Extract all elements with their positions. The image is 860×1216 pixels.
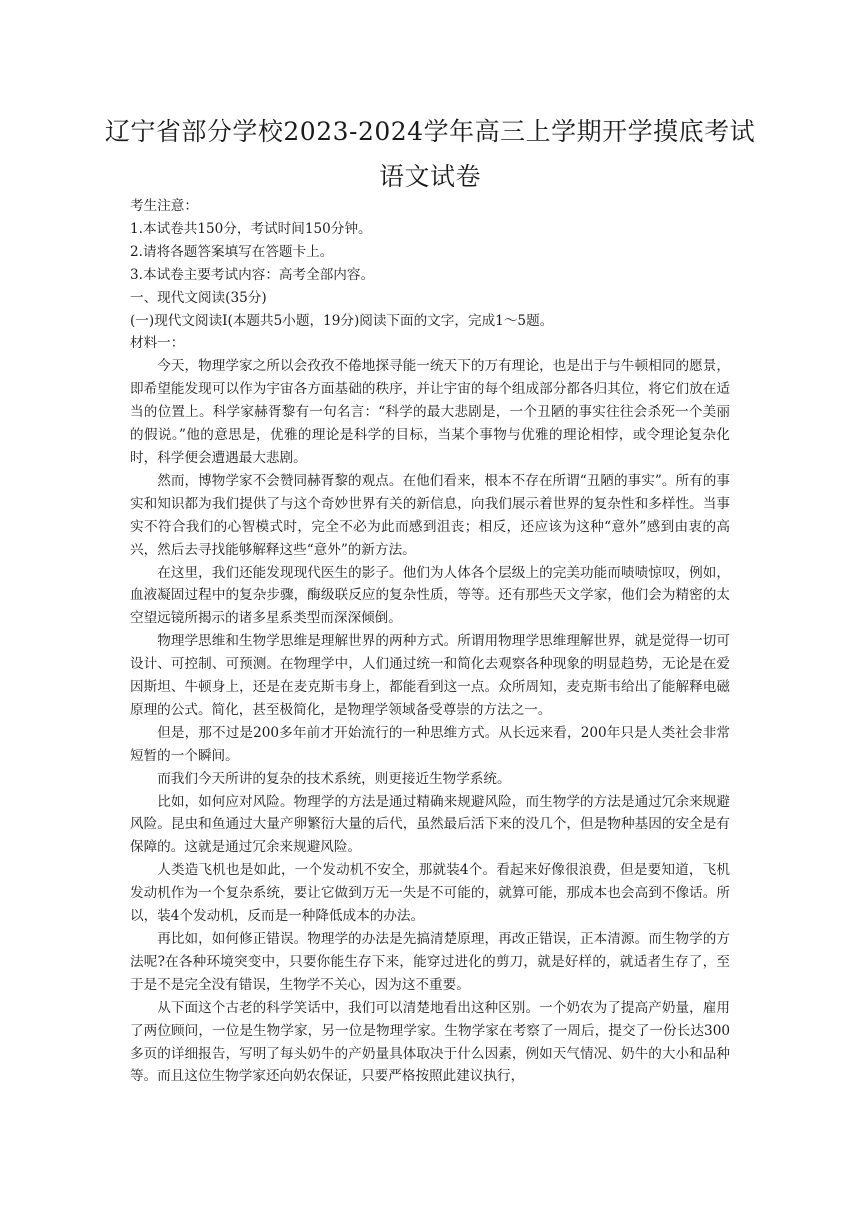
paragraph-10: 从下面这个古老的科学笑话中，我们可以清楚地看出这种区别。一个奶农为了提高产奶量，雇用了两位顾问，一位是生物学家，另一位是物理学家。生物学家在考察了一周后，提交了一份长达300多页的详细报告，写明了每头奶牛的产奶量具体取决于什么因素，例如天气情况、奶牛的大小和品种等。而且这位生物学家还向奶农保证，只要严格按照此建议执行，	[130, 999, 730, 1085]
paragraph-4: 物理学思维和生物学思维是理解世界的两种方式。所谓用物理学思维理解世界，就是觉得一切可设计、可控制、可预测。在物理学中，人们通过统一和简化去观察各种现象的明显趋势，无论是在爱因斯坦、牛顿身上，还是在麦克斯韦身上，都能看到这一点。众所周知，麦克斯韦给出了能解释电磁原理的公式。简化，甚至极简化，是物理学领域备受尊崇的方法之一。	[130, 633, 730, 718]
exam-subtitle: 语文试卷	[378, 162, 481, 191]
paragraph-1: 今天，物理学家之所以会孜孜不倦地探寻能一统天下的万有理论，也是出于与牛顿相同的愿景，即希望能发现可以作为宇宙各方面基础的秩序，并让宇宙的每个组成部分都各归其位，将它们放在适当的位置上。科学家赫胥黎有一句名言：“科学的最大悲剧是，一个丑陋的事实往往会杀死一个美丽的假说。”他的意思是，优雅的理论是科学的目标，当某个事物与优雅的理论相悖，或令理论复杂化时，科学便会遭遇最大悲剧。	[130, 358, 730, 466]
paragraph-2: 然而，博物学家不会赞同赫胥黎的观点。在他们看来，根本不存在所谓“丑陋的事实”。所有的事实和知识都为我们提供了与这个奇妙世界有关的新信息，向我们展示着世界的复杂性和多样性。当事实不符合我们的心智模式时，完全不必为此而感到沮丧；相反，还应该为这种“意外”感到由衷的高兴，然后去寻找能够解释这些“意外”的新方法。	[130, 472, 730, 558]
paragraph-5: 但是，那不过是200多年前才开始流行的一种思维方式。从长远来看，200年只是人类社会非常短暂的一个瞬间。	[130, 724, 730, 764]
paragraph-7: 比如，如何应对风险。物理学的方法是通过精确来规避风险，而生物学的方法是通过冗余来规避风险。昆虫和鱼通过大量产卵繁衍大量的后代，虽然最后活下来的没几个，但是物种基因的安全是有保障的。这就是通过冗余来规避风险。	[130, 793, 730, 856]
paragraph-3: 在这里，我们还能发现现代医生的影子。他们为人体各个层级上的完美功能而啧啧惊叹，例如，血液凝固过程中的复杂步骤，酶级联反应的复杂性质，等等。还有那些天文学家，他们会为精密的太空望远镜所揭示的诸多星系类型而深深倾倒。	[130, 564, 730, 627]
subsection-heading: (一)现代文阅读I(本题共5小题，19分)阅读下面的文字，完成1～5题。	[130, 312, 554, 329]
section-heading: 一、现代文阅读(35分)	[130, 289, 267, 306]
notice-heading: 考生注意：	[130, 198, 198, 214]
paragraph-9: 再比如，如何修正错误。物理学的办法是先搞清楚原理，再改正错误，正本清源。而生物学的方法呢?在各种环境突变中，只要你能生存下来，能穿过进化的剪刀，就是好样的，就适者生存了，至于是不是完全没有错误，生物学不关心，因为这不重要。	[130, 931, 730, 993]
notice-item-2: 2.请将各题答案填写在答题卡上。	[130, 243, 334, 260]
paragraph-8: 人类造飞机也是如此，一个发动机不安全，那就装4个。看起来好像很浪费，但是要知道，飞机发动机作为一个复杂系统，要让它做到万无一失是不可能的，就算可能，那成本也会高到不像话。所以，装4个发动机，反而是一种降低成本的办法。	[130, 862, 730, 925]
exam-body	[130, 195, 730, 1088]
notice-item-3: 3.本试卷主要考试内容：高考全部内容。	[130, 266, 375, 283]
paragraph-6: 而我们今天所讲的复杂的技术系统，则更接近生物学系统。	[157, 770, 511, 787]
exam-title: 辽宁省部分学校2023-2024学年高三上学期开学摸底考试	[104, 117, 756, 146]
material-label: 材料一：	[130, 335, 185, 352]
notice-item-1: 1.本试卷共150分，考试时间150分钟。	[130, 220, 372, 237]
